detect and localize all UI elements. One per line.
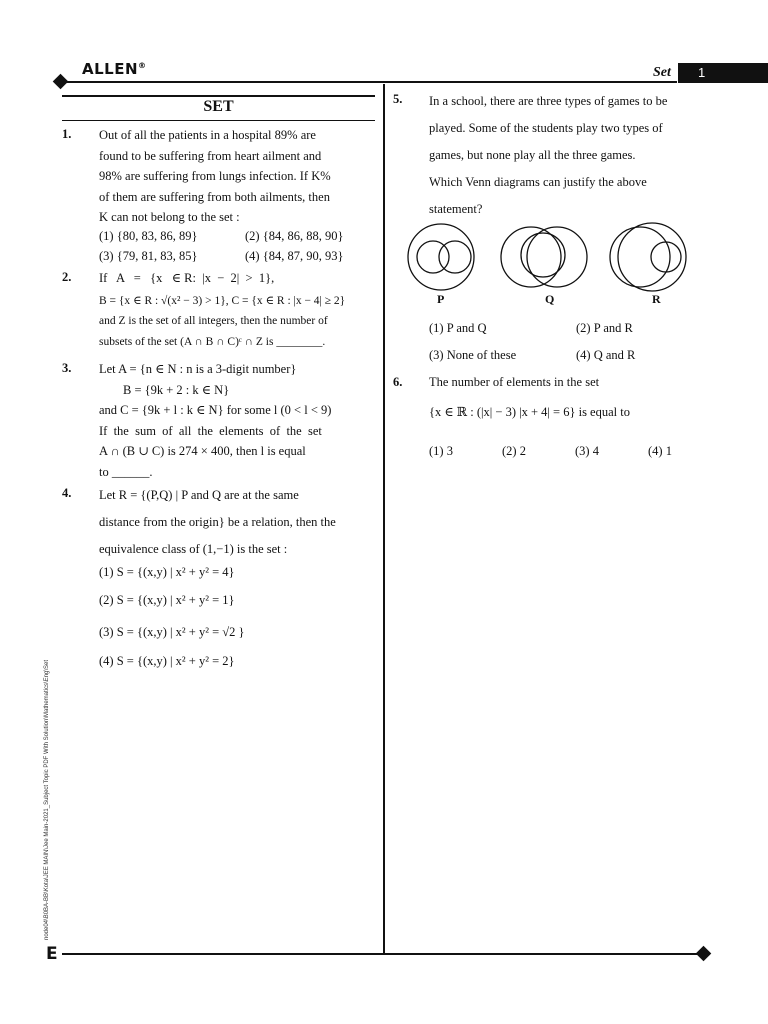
set-number-tab: 1	[678, 63, 768, 83]
option: (2) 2	[502, 444, 526, 458]
option: (1) P and Q	[429, 321, 487, 335]
set-label: Set	[653, 65, 671, 80]
venn-p-inner-right	[439, 241, 471, 273]
venn-p-outer	[408, 224, 474, 290]
option: (2) P and R	[576, 321, 633, 335]
option: (3) S = {(x,y) | x² + y² = √2 }	[99, 625, 245, 639]
question-number: 1.	[62, 127, 72, 141]
sidebar-file-path: node04\B0BA-BB\Kota\JEE MAIN\Jee Main-2021_Subject Topic PDF With Solution\Mathematics\Eng\Set	[44, 659, 50, 940]
question-number: 4.	[62, 486, 72, 500]
question-text: Let R = {(P,Q) | P and Q are at the same distance from the origin} be a relation, then the equivalence class of (1,−1) is the set :	[99, 488, 336, 556]
venn-q-right	[527, 227, 587, 287]
option: (2) S = {(x,y) | x² + y² = 1}	[99, 593, 235, 607]
venn-r-large	[610, 227, 670, 287]
question-text: The number of elements in the set {x ∈ ℝ : (|x| − 3) |x + 4| = 6} is equal to	[429, 375, 630, 419]
title-rule-bottom	[62, 120, 375, 121]
question-text: Let A = {n ∈ N : n is a 3-digit number} B = {9k + 2 : k ∈ N} and C = {9k + l : k ∈ N} for some l (0 < l < 9) If the sum of all the elements of the set A ∩ (B ∪ C) is 274 × 400, then l is equal to ______.	[99, 362, 332, 479]
option: (4) S = {(x,y) | x² + y² = 2}	[99, 654, 235, 668]
venn-r-medium	[618, 223, 686, 291]
header-rule	[62, 81, 677, 83]
venn-diagrams	[400, 222, 700, 292]
diagram-label: P	[437, 292, 445, 306]
option: (1) S = {(x,y) | x² + y² = 4}	[99, 565, 235, 579]
option: (4) 1	[648, 444, 672, 458]
diagram-label: Q	[545, 292, 555, 306]
column-divider	[383, 84, 385, 954]
option: (4) Q and R	[576, 348, 636, 362]
section-title: SET	[203, 98, 234, 115]
option: (3) None of these	[429, 348, 517, 362]
option: (3) 4	[575, 444, 599, 458]
title-rule-top	[62, 95, 375, 97]
question-text: In a school, there are three types of games to be played. Some of the students play two types of games, but none play all the three games. Which Venn diagrams can justify the above statement?	[429, 94, 668, 216]
option: (1) 3	[429, 444, 453, 458]
question-text: Out of all the patients in a hospital 89% are found to be suffering from heart ailment and 98% are suffering from lungs infection. If K% of them are suffering from both ailments, then K can not belong to the set :	[99, 128, 331, 224]
question-text: If A = {x ∈ R: |x − 2| > 1}, B = {x ∈ R : √(x² − 3) > 1}, C = {x ∈ R : |x − 4| ≥ 2} and Z is the set of all integers, then the number of subsets of the set (A ∩ B ∩ C)ᶜ ∩ Z is ________.	[99, 271, 346, 348]
question-number: 5.	[393, 92, 403, 106]
option: (2) {84, 86, 88, 90}	[245, 229, 344, 243]
allen-logo: ALLEN®	[82, 60, 147, 78]
diagram-label: R	[652, 292, 661, 306]
question-number: 3.	[62, 361, 72, 375]
footer-rule	[62, 953, 702, 955]
venn-r-small	[651, 242, 681, 272]
question-number: 2.	[62, 270, 72, 284]
option: (4) {84, 87, 90, 93}	[245, 249, 344, 263]
option: (1) {80, 83, 86, 89}	[99, 229, 198, 243]
option: (3) {79, 81, 83, 85}	[99, 249, 198, 263]
question-number: 6.	[393, 375, 403, 389]
footer-diamond-right	[696, 946, 712, 962]
footer-letter: E	[46, 944, 58, 964]
